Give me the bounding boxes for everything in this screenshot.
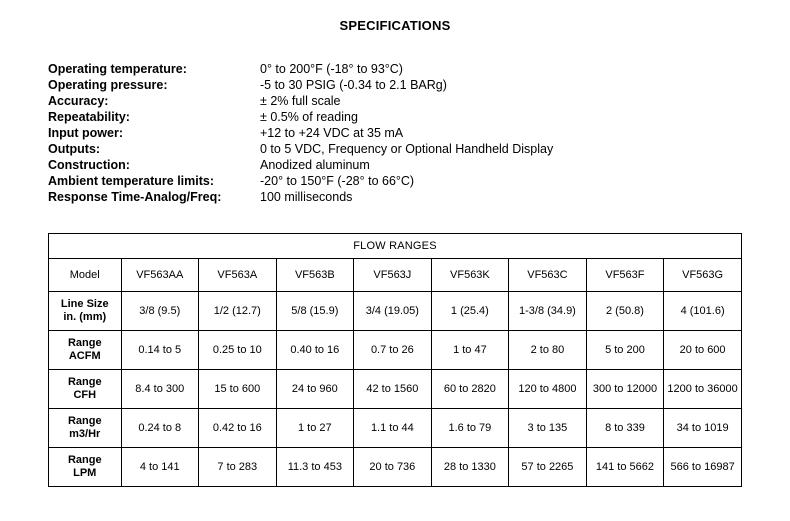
spec-row — [48, 61, 790, 77]
table-cell: 20 to 736 — [354, 448, 432, 487]
table-cell: 42 to 1560 — [354, 370, 432, 409]
table-row — [49, 370, 742, 409]
spec-row — [48, 189, 790, 205]
spec-label: Ambient temperature limits: — [48, 174, 215, 188]
page-title: SPECIFICATIONS — [339, 18, 451, 33]
table-cell: 1 to 47 — [431, 331, 509, 370]
row-header — [49, 370, 122, 409]
spec-value: 100 milliseconds — [260, 190, 353, 204]
spec-label: Response Time-Analog/Freq: — [48, 190, 222, 204]
row-header — [49, 409, 122, 448]
table-corner-header: Model — [49, 259, 122, 292]
flow-ranges-table-wrapper — [48, 233, 742, 487]
flow-ranges-table — [48, 233, 742, 487]
table-cell: 2 (50.8) — [586, 292, 664, 331]
table-cell: 1 to 27 — [276, 409, 354, 448]
table-cell: 1.6 to 79 — [431, 409, 509, 448]
column-header: VF563C — [509, 259, 587, 292]
row-header-line1: Range — [67, 376, 102, 388]
table-cell: 8.4 to 300 — [121, 370, 199, 409]
row-header — [49, 292, 122, 331]
spec-value: ± 0.5% of reading — [260, 110, 358, 124]
table-cell: 24 to 960 — [276, 370, 354, 409]
table-header-row — [49, 259, 742, 292]
table-cell: 0.25 to 10 — [199, 331, 277, 370]
table-cell: 1.1 to 44 — [354, 409, 432, 448]
spec-label: Operating temperature: — [48, 62, 187, 76]
row-header-line1: Line Size — [60, 298, 109, 310]
table-cell: 0.14 to 5 — [121, 331, 199, 370]
table-cell: 0.40 to 16 — [276, 331, 354, 370]
row-header — [49, 448, 122, 487]
table-cell: 5/8 (15.9) — [276, 292, 354, 331]
spec-value: 0 to 5 VDC, Frequency or Optional Handheld Display — [260, 142, 554, 156]
spec-value: -5 to 30 PSIG (-0.34 to 2.1 BARg) — [260, 78, 447, 92]
spec-row — [48, 77, 790, 93]
table-cell: 28 to 1330 — [431, 448, 509, 487]
table-cell: 1/2 (12.7) — [199, 292, 277, 331]
spec-label: Input power: — [48, 126, 123, 140]
table-cell: 1200 to 36000 — [664, 370, 742, 409]
spec-row — [48, 141, 790, 157]
table-cell: 0.24 to 8 — [121, 409, 199, 448]
spec-row — [48, 157, 790, 173]
spec-value: Anodized aluminum — [260, 158, 370, 172]
column-header: VF563F — [586, 259, 664, 292]
table-row — [49, 448, 742, 487]
table-cell: 34 to 1019 — [664, 409, 742, 448]
table-cell: 0.42 to 16 — [199, 409, 277, 448]
spec-label: Construction: — [48, 158, 130, 172]
table-cell: 3/4 (19.05) — [354, 292, 432, 331]
spec-label: Operating pressure: — [48, 78, 168, 92]
spec-value: +12 to +24 VDC at 35 mA — [260, 126, 404, 140]
table-cell: 0.7 to 26 — [354, 331, 432, 370]
spec-row — [48, 109, 790, 125]
column-header: VF563K — [431, 259, 509, 292]
spec-row — [48, 173, 790, 189]
document-page — [0, 18, 790, 521]
table-cell: 20 to 600 — [664, 331, 742, 370]
row-header-line2: ACFM — [68, 350, 101, 362]
column-header: VF563J — [354, 259, 432, 292]
table-cell: 4 to 141 — [121, 448, 199, 487]
spec-label: Repeatability: — [48, 110, 130, 124]
table-cell: 120 to 4800 — [509, 370, 587, 409]
row-header-line2: LPM — [73, 467, 97, 479]
table-cell: 4 (101.6) — [664, 292, 742, 331]
spec-label: Accuracy: — [48, 94, 109, 108]
table-cell: 1-3/8 (34.9) — [509, 292, 587, 331]
row-header-line2: in. (mm) — [63, 311, 107, 323]
table-row — [49, 292, 742, 331]
table-cell: 57 to 2265 — [509, 448, 587, 487]
row-header-line1: Range — [67, 337, 102, 349]
row-header-line2: CFH — [73, 389, 97, 401]
table-cell: 8 to 339 — [586, 409, 664, 448]
column-header: VF563A — [199, 259, 277, 292]
table-row — [49, 331, 742, 370]
table-row — [49, 409, 742, 448]
row-header — [49, 331, 122, 370]
spec-label: Outputs: — [48, 142, 101, 156]
table-cell: 15 to 600 — [199, 370, 277, 409]
table-cell: 7 to 283 — [199, 448, 277, 487]
table-cell: 3/8 (9.5) — [121, 292, 199, 331]
table-cell: 2 to 80 — [509, 331, 587, 370]
row-header-line1: Range — [67, 415, 102, 427]
table-caption: FLOW RANGES — [49, 234, 742, 259]
table-cell: 5 to 200 — [586, 331, 664, 370]
table-cell: 300 to 12000 — [586, 370, 664, 409]
spec-row — [48, 93, 790, 109]
table-cell: 3 to 135 — [509, 409, 587, 448]
spec-value: -20° to 150°F (-28° to 66°C) — [260, 174, 415, 188]
table-cell: 141 to 5662 — [586, 448, 664, 487]
table-cell: 1 (25.4) — [431, 292, 509, 331]
table-caption-row — [49, 234, 742, 259]
spec-row — [48, 125, 790, 141]
table-cell: 11.3 to 453 — [276, 448, 354, 487]
row-header-line1: Range — [67, 454, 102, 466]
spec-value: 0° to 200°F (-18° to 93°C) — [260, 62, 403, 76]
column-header: VF563AA — [121, 259, 199, 292]
column-header: VF563B — [276, 259, 354, 292]
row-header-line2: m3/Hr — [69, 428, 101, 440]
spec-value: ± 2% full scale — [260, 94, 341, 108]
column-header: VF563G — [664, 259, 742, 292]
specifications-list — [48, 61, 790, 205]
table-cell: 60 to 2820 — [431, 370, 509, 409]
table-cell: 566 to 16987 — [664, 448, 742, 487]
